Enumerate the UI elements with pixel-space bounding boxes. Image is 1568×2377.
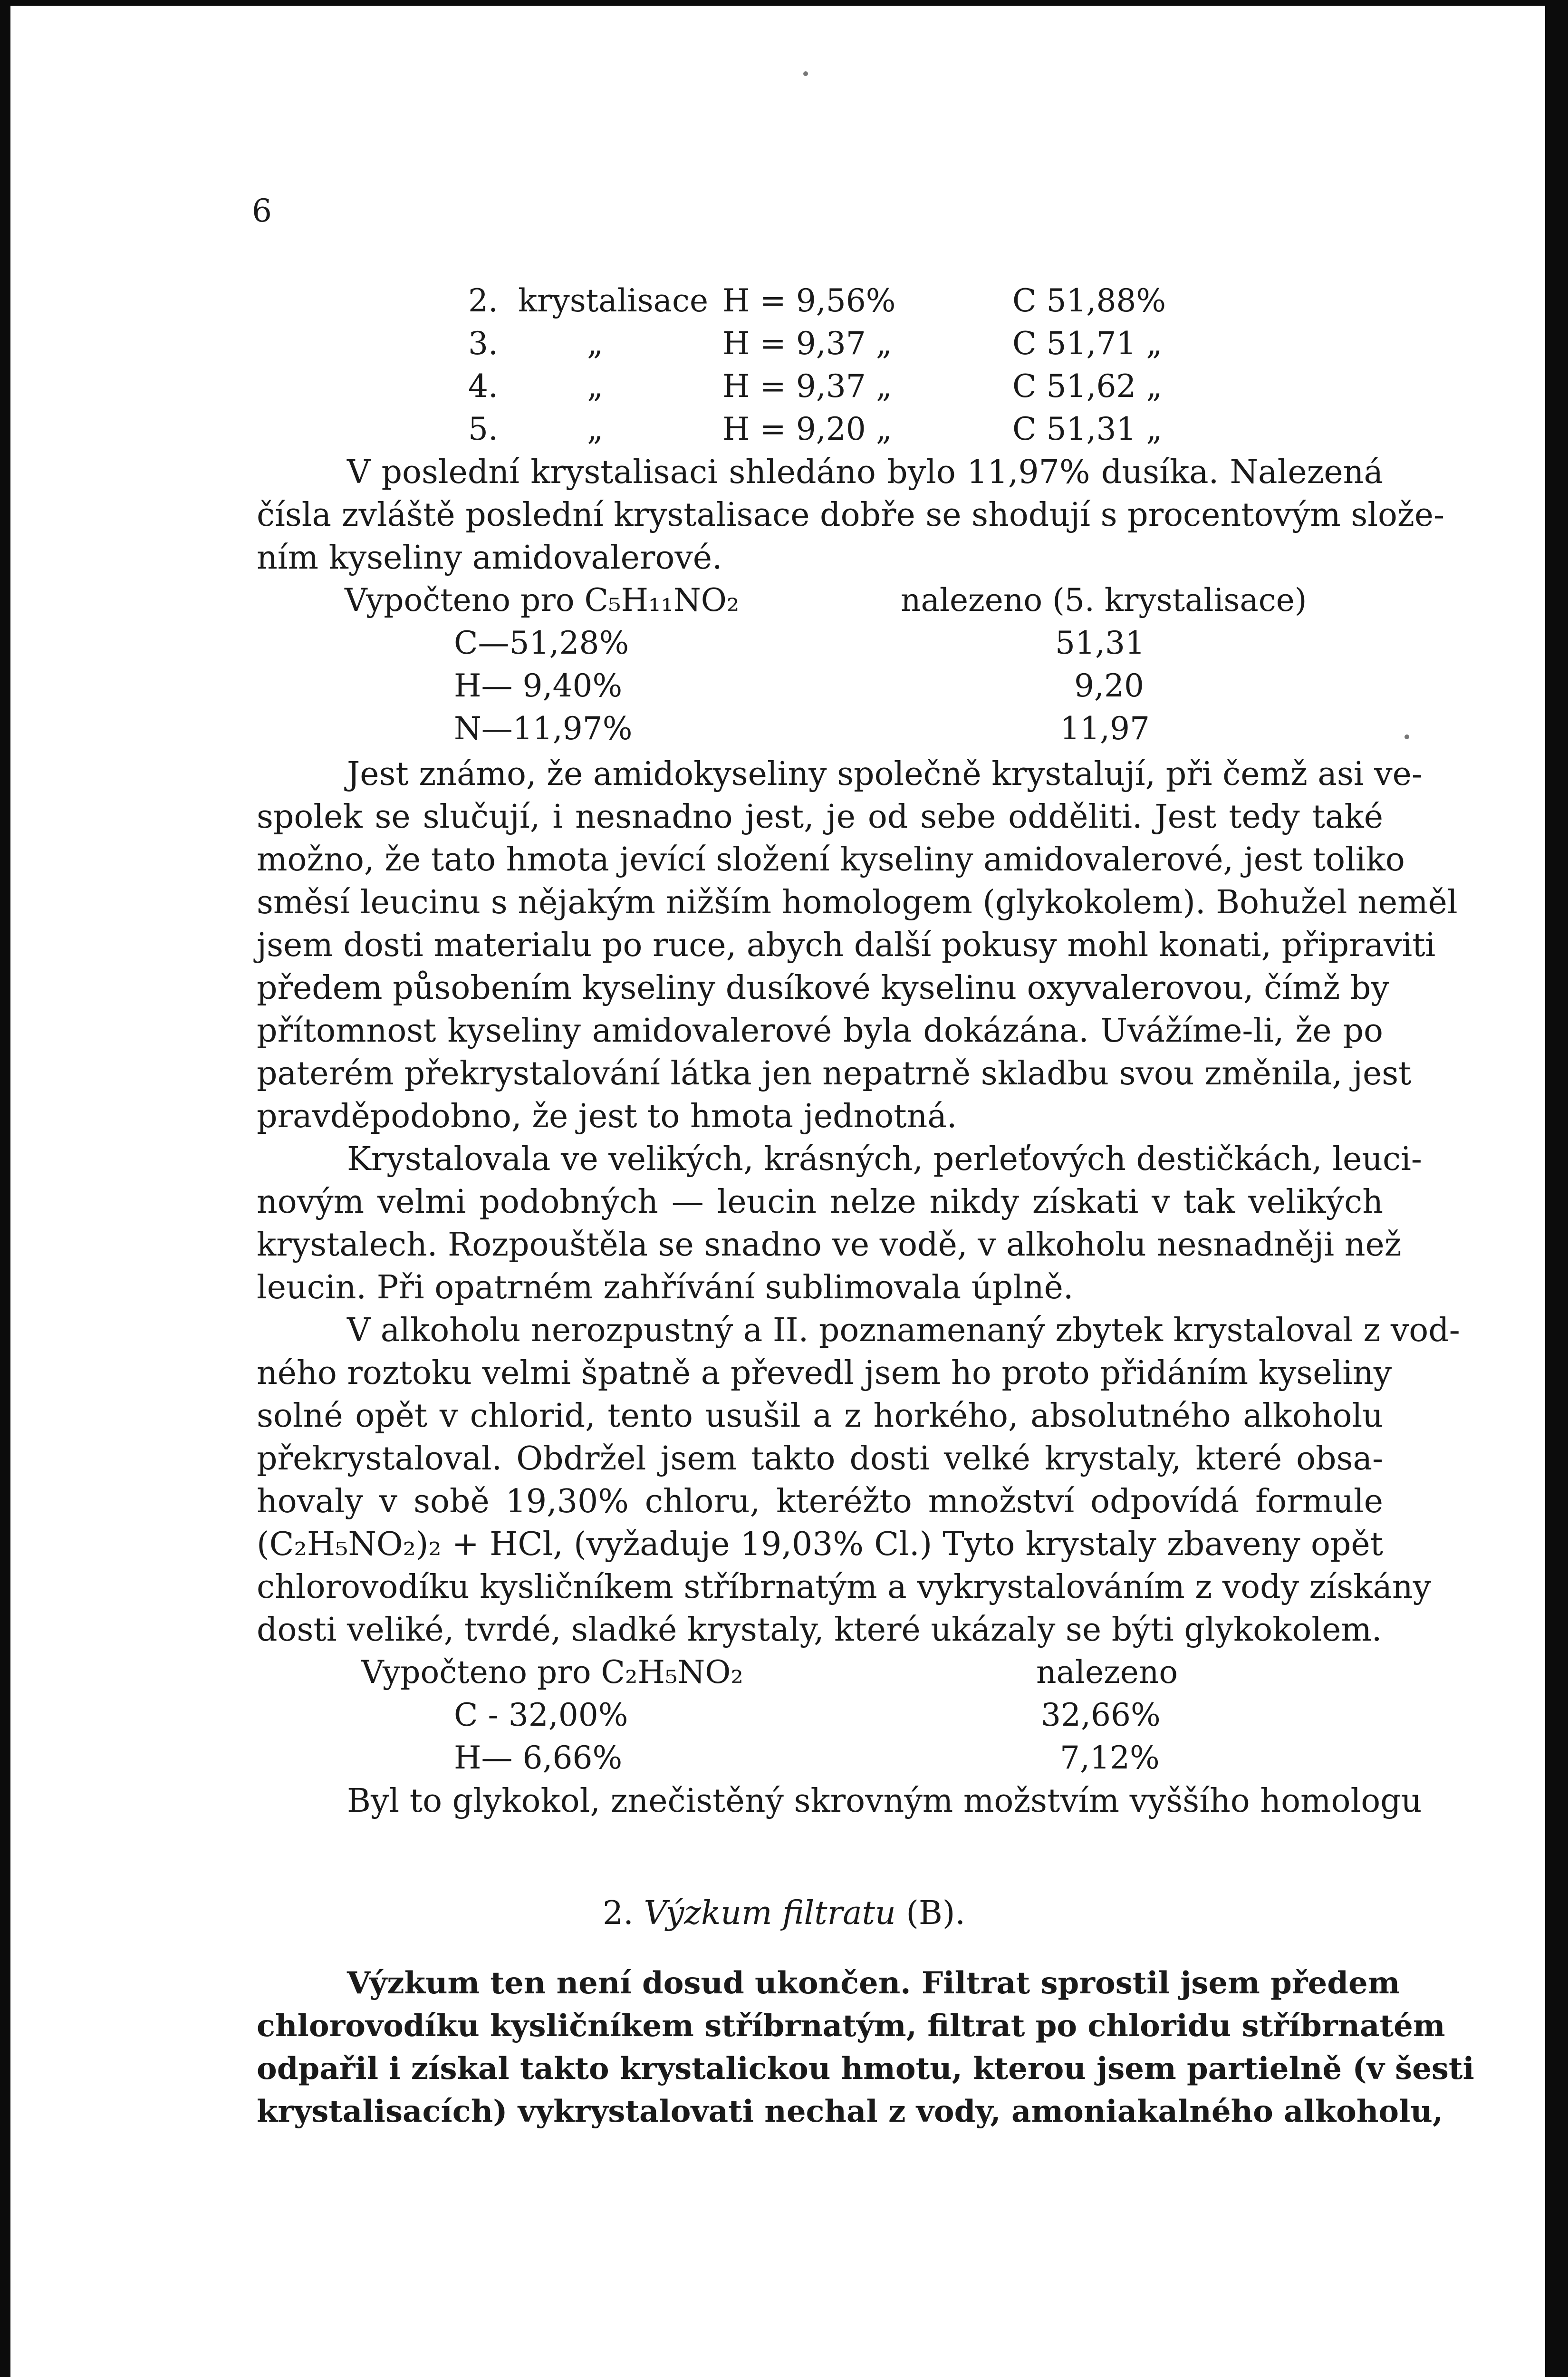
calc-header-left: Vypočteno pro C₅H₁₁NO₂ (345, 582, 740, 618)
paragraph-line: (C₂H₅NO₂)₂ + HCl, (vyžaduje 19,03% Cl.) Tyto krystaly zbaveny opět (257, 1526, 1383, 1563)
calc-header-right: nalezeno (5. krystalisace) (901, 582, 1307, 618)
section-suffix: (B). (906, 1894, 966, 1932)
crystal-num: 2. (468, 282, 498, 319)
calc-value-left: H— 9,40% (454, 667, 623, 704)
calc-value-right: 51,31 (1055, 625, 1145, 661)
crystal-c: C 51,88% (1012, 282, 1166, 319)
crystal-c: C 51,62 „ (1012, 368, 1163, 405)
section-heading (0, 1894, 1568, 1932)
paragraph-line: Výzkum ten není dosud ukončen. Filtrat sprostil jsem předem (347, 1965, 1400, 2001)
paragraph-line: pravděpodobno, že jest to hmota jednotná. (257, 1098, 957, 1135)
crystal-label: „ (587, 325, 604, 362)
crystal-label: „ (587, 411, 604, 447)
calc-value-left: C - 32,00% (454, 1697, 628, 1733)
paragraph-line: paterém překrystalování látka jen nepatrně skladbu svou změnila, jest (257, 1055, 1412, 1092)
paragraph-line: chlorovodíku kysličníkem stříbrnatým, filtrat po chloridu stříbrnatém (257, 2008, 1445, 2044)
calc-value-left: C—51,28% (454, 625, 629, 661)
crystal-num: 3. (468, 325, 498, 362)
calc-value-right: 9,20 (1074, 667, 1144, 704)
paragraph-line: ného roztoku velmi špatně a převedl jsem ho proto přidáním kyseliny (257, 1354, 1392, 1392)
paragraph-line: novým velmi podobných — leucin nelze nikdy získati v tak velikých (257, 1183, 1383, 1221)
paragraph-line: čísla zvláště poslední krystalisace dobře se shodují s procentovým slože- (257, 496, 1444, 534)
paragraph-line: krystalisacích) vykrystalovati nechal z vody, amoniakalného alkoholu, (257, 2094, 1443, 2129)
scan-speck (803, 71, 808, 76)
paragraph-line: Byl to glykokol, znečistěný skrovným možstvím vyššího homologu (347, 1782, 1422, 1820)
paragraph-line: chlorovodíku kysličníkem stříbrnatým a vykrystalováním z vody získány (257, 1568, 1432, 1606)
crystal-label: „ (587, 368, 604, 405)
calc-value-right: 7,12% (1060, 1739, 1160, 1776)
crystal-num: 4. (468, 368, 498, 405)
crystal-num: 5. (468, 411, 498, 447)
paragraph-line: krystalech. Rozpouštěla se snadno ve vodě, v alkoholu nesnadněji než (257, 1226, 1402, 1264)
paragraph-line: Jest známo, že amidokyseliny společně krystalují, při čemž asi ve- (347, 755, 1423, 793)
crystal-h: H = 9,37 „ (722, 325, 892, 362)
crystal-c: C 51,31 „ (1012, 411, 1163, 447)
paragraph-line: spolek se slučují, i nesnadno jest, je od sebe odděliti. Jest tedy také (257, 798, 1383, 836)
calc-value-left: N—11,97% (454, 710, 633, 747)
calc-value-right: 32,66% (1041, 1697, 1161, 1733)
section-title: Výzkum filtratu (644, 1894, 896, 1932)
crystal-label: krystalisace (518, 282, 709, 319)
paragraph-line: solné opět v chlorid, tento usušil a z horkého, absolutného alkoholu (257, 1397, 1383, 1435)
calc-value-left: H— 6,66% (454, 1739, 623, 1776)
crystal-h: H = 9,20 „ (722, 411, 892, 447)
calc-value-right: 11,97 (1060, 710, 1150, 747)
paragraph-line: přítomnost kyseliny amidovalerové byla dokázána. Uvážíme-li, že po (257, 1012, 1383, 1050)
paragraph-line: ním kyseliny amidovalerové. (257, 539, 722, 577)
calc-header-left: Vypočteno pro C₂H₅NO₂ (361, 1654, 743, 1691)
crystal-h: H = 9,37 „ (722, 368, 892, 405)
paragraph-line: leucin. Při opatrném zahřívání sublimovala úplně. (257, 1269, 1074, 1306)
section-number: 2. (602, 1894, 634, 1932)
paragraph-line: možno, že tato hmota jevící složení kyseliny amidovalerové, jest toliko (257, 841, 1405, 879)
crystal-h: H = 9,56% (722, 282, 896, 319)
crystal-c: C 51,71 „ (1012, 325, 1163, 362)
paragraph-line: Krystalovala ve velikých, krásných, perleťových destičkách, leuci- (347, 1140, 1422, 1178)
page-number: 6 (252, 193, 272, 229)
paragraph-line: hovaly v sobě 19,30% chloru, kteréžto množství odpovídá formule (257, 1483, 1383, 1520)
calc-header-right: nalezeno (1036, 1654, 1178, 1691)
paragraph-line: odpařil i získal takto krystalickou hmotu, kterou jsem partielně (v šesti (257, 2051, 1474, 2087)
paragraph-line: dosti veliké, tvrdé, sladké krystaly, které ukázaly se býti glykokolem. (257, 1611, 1382, 1649)
paragraph-line: V poslední krystalisaci shledáno bylo 11,97% dusíka. Nalezená (347, 454, 1383, 491)
paragraph-line: předem působením kyseliny dusíkové kyselinu oxyvalerovou, čímž by (257, 969, 1389, 1007)
scan-speck (1404, 734, 1409, 739)
paragraph-line: směsí leucinu s nějakým nižším homologem (glykokolem). Bohužel neměl (257, 884, 1458, 921)
paragraph-line: V alkoholu nerozpustný a II. poznamenaný zbytek krystaloval z vod- (347, 1312, 1460, 1349)
paragraph-line: překrystaloval. Obdržel jsem takto dosti velké krystaly, které obsa- (257, 1440, 1383, 1478)
paragraph-line: jsem dosti materialu po ruce, abych další pokusy mohl konati, připraviti (257, 927, 1436, 964)
